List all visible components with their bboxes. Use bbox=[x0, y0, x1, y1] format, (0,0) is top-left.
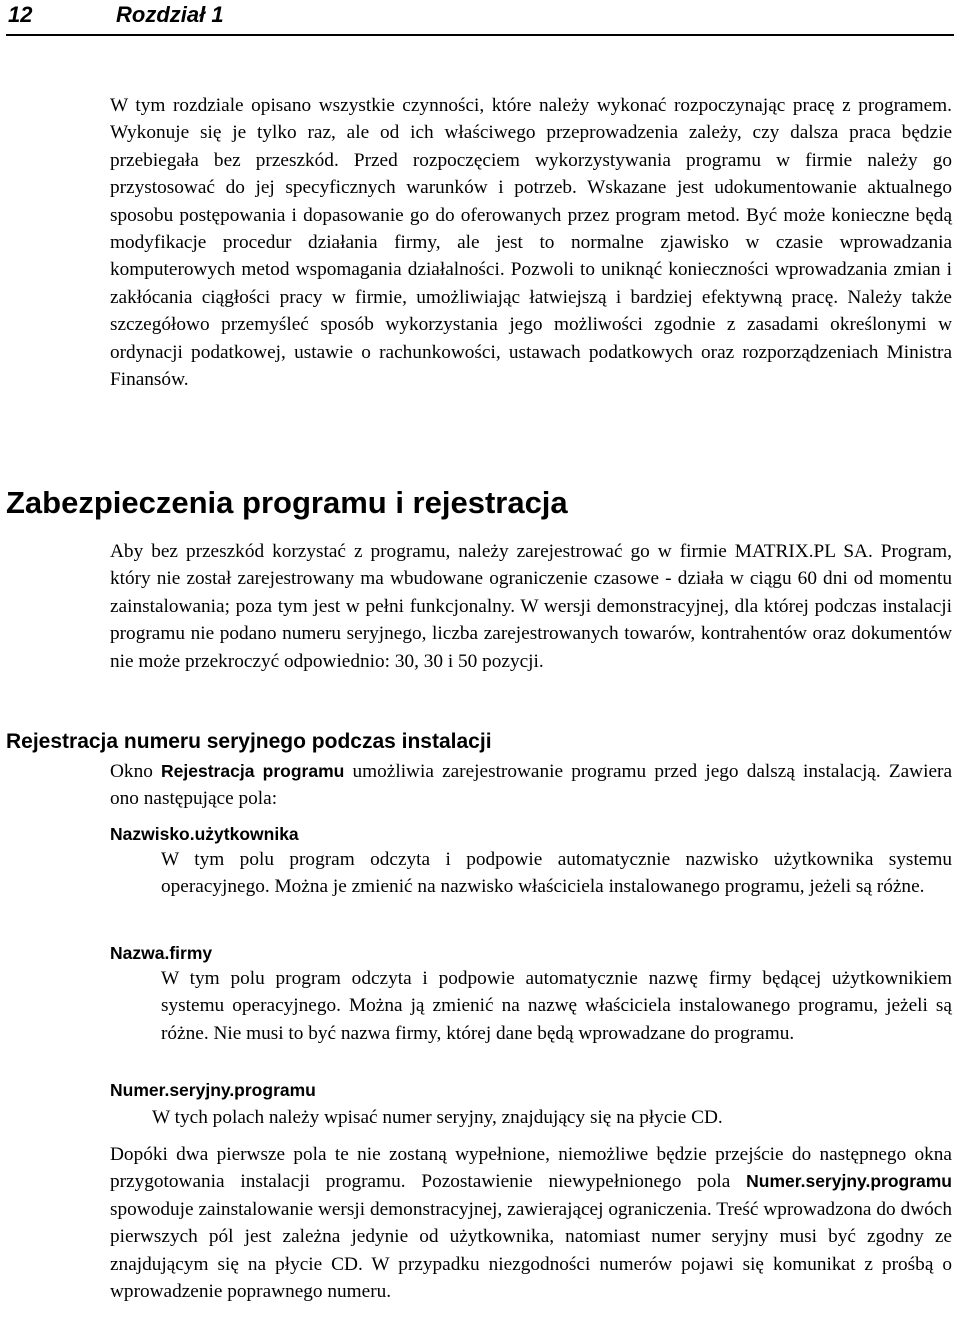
registration-intro-text-after: umożliwia zarejestrowanie programu przed jego dalszą instalacją. Zawiera ono następujące pola: bbox=[110, 761, 953, 810]
serial-field-name: Numer.seryjny.programu bbox=[746, 1171, 952, 1192]
field-description-serial-number: W tych polach należy wpisać numer seryjny, znajdujący się na płycie CD. bbox=[152, 1107, 723, 1128]
registration-window-name: Rejestracja programu bbox=[161, 761, 345, 781]
final-text-after: spowoduje zainstalowanie wersji demonstracyjnej, zawierającej ograniczenia. Treść wprowadzona do dwóch pierwszych pól jest zależna jedynie od użytkownika, natomiast numer seryjny musi być zgodny ze znajdującym się na płycie CD. W przypadku niezgodności numerów pojawi się komunikat z prośbą o wprowadzenie poprawnego numeru. bbox=[110, 1198, 952, 1303]
page-header bbox=[6, 0, 954, 36]
page-number: 12 bbox=[8, 2, 33, 27]
field-description-user-name: W tym polu program odczyta i podpowie automatycznie nazwisko użytkownika systemu operacyjnego. Można je zmienić na nazwisko właściciela instalowanego programu, jeżeli są różne. bbox=[161, 849, 952, 898]
registration-intro-paragraph bbox=[110, 758, 952, 813]
security-paragraph: Aby bez przeszkód korzystać z programu, należy zarejestrować go w firmie MATRIX.PL SA. Program, który nie został zarejestrowany ma wbudowane ograniczenie czasowe - działa w ciągu 60 dni od momentu zainstalowania; poza tym jest w pełni funkcjonalny. W wersji demonstracyjnej, dla której podczas instalacji programu nie podano numeru seryjnego, liczba zarejestrowanych towarów, kontrahentów oraz dokumentów nie może przekroczyć odpowiednio: 30, 30 i 50 pozycji. bbox=[110, 541, 952, 672]
section-heading-security: Zabezpieczenia programu i rejestracja bbox=[6, 485, 568, 520]
registration-intro-text-before: Okno bbox=[110, 761, 162, 782]
registration-final-paragraph bbox=[110, 1141, 952, 1305]
field-term-user-name: Nazwisko.użytkownika bbox=[110, 824, 299, 844]
intro-paragraph: W tym rozdziale opisano wszystkie czynności, które należy wykonać rozpoczynając pracę z programem. Wykonuje się je tylko raz, ale od ich właściwego przeprowadzenia zależy, czy dalsza praca będzie przebiegała bez przeszkód. Przed rozpoczęciem wykorzystywania programu w firmie należy go przystosować do jej specyficznych warunków i potrzeb. Wskazane jest udokumentowanie aktualnego sposobu postępowania i dopasowanie go do oferowanych przez program metod. Być może konieczne będą modyfikacje procedur działania firmy, ale jest to normalne zjawisko w czasie wprowadzania komputerowych metod wspomagania działalności. Pozwoli to uniknąć konieczności wprowadzania zmian i zakłócania ciągłości pracy w firmie, umożliwiając łatwiejszą i bardziej efektywną pracę. Należy także szczegółowo przemyśleć sposób wykorzystania jego możliwości zgodnie z zasadami określonymi w ordynacji podatkowej, ustawie o rachunkowości, ustawach podatkowych oraz rozporządzeniach Ministra Finansów. bbox=[110, 95, 952, 391]
section-heading-serial-registration: Rejestracja numeru seryjnego podczas instalacji bbox=[6, 730, 492, 753]
field-term-serial-number: Numer.seryjny.programu bbox=[110, 1080, 316, 1100]
field-description-company-name: W tym polu program odczyta i podpowie automatycznie nazwę firmy będącej użytkownikiem systemu operacyjnego. Można ją zmienić na nazwę właściciela instalowanego programu, jeżeli są różne. Nie musi to być nazwa firmy, której dane będą wprowadzane do programu. bbox=[161, 968, 952, 1044]
final-text-before: Dopóki dwa pierwsze pola te nie zostaną wypełnione, niemożliwe będzie przejście do następnego okna przygotowania instalacji programu. Pozostawienie niewypełnionego pola bbox=[110, 1144, 952, 1193]
field-term-company-name: Nazwa.firmy bbox=[110, 943, 213, 963]
chapter-title: Rozdział 1 bbox=[116, 2, 224, 27]
